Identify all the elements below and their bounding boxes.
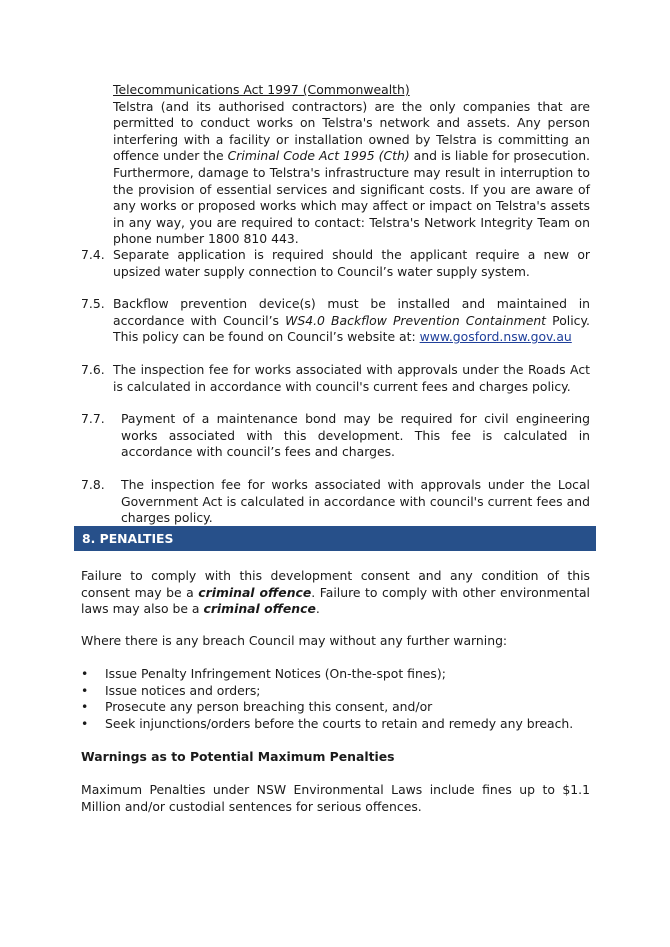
- clause-7-6: [81, 362, 590, 395]
- breach-statement: Where there is any breach Council may without any further warning:: [81, 633, 508, 648]
- criminal-offence-emphasis: criminal offence: [198, 584, 312, 600]
- list-item: • Issue Penalty Infringement Notices (On-the-spot fines);: [81, 666, 446, 681]
- criminal-offence-emphasis: criminal offence: [203, 601, 316, 617]
- clause-7-8: [81, 477, 590, 527]
- bullet-icon: •: [81, 699, 89, 715]
- telecom-act-title: Telecommunications Act 1997 (Commonwealth): [113, 82, 410, 97]
- clause-text: Separate application is required should the applicant require a new or upsized water supply connection to Council’s water supply system.: [113, 247, 590, 279]
- maximum-penalties-text: Maximum Penalties under NSW Environmental Laws include fines up to $1.1 Million and/or custodial sentences for serious offences.: [81, 782, 590, 814]
- enforcement-actions-list: [81, 666, 590, 732]
- list-item: • Seek injunctions/orders before the courts to retain and remedy any breach.: [81, 715, 574, 731]
- bullet-icon: •: [81, 715, 89, 731]
- clause-7-7: [81, 411, 590, 461]
- telecommunications-act-note: [113, 82, 590, 248]
- clause-number: 7.6.: [81, 362, 105, 377]
- clause-text: Backflow prevention device(s) must be installed and maintained in accordance with Council’s WS4.0 Backflow Prevention Containment Policy. This policy can be found on Council’s website at: www.gosford.nsw.gov.au: [113, 296, 590, 345]
- clause-number: 7.4.: [81, 247, 105, 262]
- clause-text: The inspection fee for works associated with approvals under the Local Government Act is calculated in accordance with council's current fees and charges policy.: [121, 477, 590, 526]
- clause-number: 7.8.: [81, 477, 105, 492]
- penalties-intro: Failure to comply with this development consent and any condition of this consent may be a criminal offence. Failure to comply with other environmental laws may also be a criminal offence.: [81, 568, 590, 617]
- bullet-icon: •: [81, 666, 89, 681]
- clause-7-5: [81, 296, 590, 346]
- telecom-act-body: Telstra (and its authorised contractors) are the only companies that are permitted to conduct works on Telstra's network and assets. Any person interfering with a facility or installation owned by Telstra is committing an offence under the Criminal Code Act 1995 (Cth) and is liable for prosecution. Furthermore, damage to Telstra's infrastructure may result in interruption to the provision of essential services and significant costs. If you are aware of any works or proposed works which may affect or impact on Telstra's assets in any way, you are required to contact: Telstra's Network Integrity Team on phone number 1800 810 443.: [113, 98, 590, 247]
- council-website-link[interactable]: www.gosford.nsw.gov.au: [419, 329, 572, 345]
- list-item: • Prosecute any person breaching this consent, and/or: [81, 699, 433, 715]
- clause-number: 7.7.: [81, 411, 105, 426]
- bullet-icon: •: [81, 682, 89, 698]
- clause-7-4: [81, 247, 590, 280]
- clause-number: 7.5.: [81, 296, 105, 311]
- criminal-code-act-ref: Criminal Code Act 1995 (Cth): [227, 148, 410, 164]
- list-item: • Issue notices and orders;: [81, 682, 261, 698]
- clause-text: The inspection fee for works associated with approvals under the Roads Act is calculated in accordance with council's current fees and charges policy.: [113, 362, 590, 394]
- section-heading-penalties: 8. PENALTIES: [74, 526, 596, 551]
- policy-name: WS4.0 Backflow Prevention Containment: [285, 312, 547, 328]
- warnings-heading: Warnings as to Potential Maximum Penalties: [81, 749, 395, 764]
- clause-text: Payment of a maintenance bond may be required for civil engineering works associated with this development. This fee is calculated in accordance with council’s fees and charges.: [121, 411, 590, 460]
